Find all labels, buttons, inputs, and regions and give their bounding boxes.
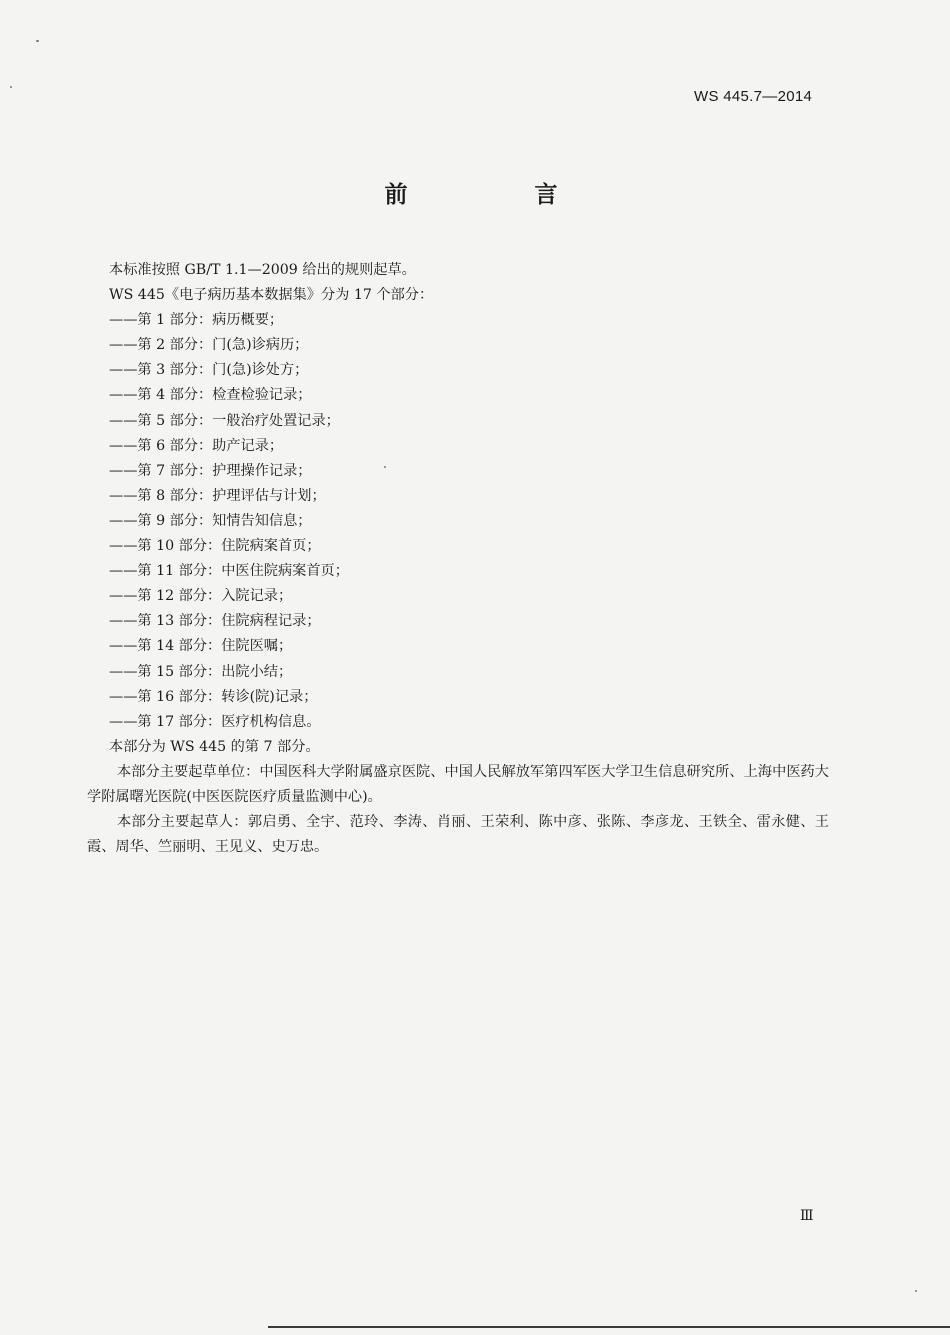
list-item: ——第 5 部分：一般治疗处置记录； <box>109 412 340 429</box>
list-item: ——第 11 部分：中医住院病案首页； <box>109 563 349 580</box>
list-item: ——第 13 部分：住院病程记录； <box>109 613 321 630</box>
foreword-body <box>87 258 829 860</box>
parts-list <box>87 308 829 735</box>
list-item: ——第 8 部分：护理评估与计划； <box>109 487 326 504</box>
list-item: ——第 17 部分：医疗机构信息。 <box>109 713 321 730</box>
list-item: ——第 14 部分：住院医嘱； <box>109 638 293 655</box>
list-item: ——第 2 部分：门(急)诊病历； <box>109 337 309 354</box>
standard-code: WS 445.7—2014 <box>694 88 813 105</box>
page-number: Ⅲ <box>800 1209 814 1224</box>
list-item: ——第 3 部分：门(急)诊处方； <box>109 362 309 379</box>
list-item: ——第 6 部分：助产记录； <box>109 437 284 454</box>
parts-line: WS 445《电子病历基本数据集》分为 17 个部分： <box>109 287 434 304</box>
intro-line: 本标准按照 GB/T 1.1—2009 给出的规则起草。 <box>109 262 416 278</box>
list-item: ——第 15 部分：出院小结； <box>109 663 293 680</box>
page-edge-line <box>268 1326 950 1328</box>
list-item: ——第 9 部分：知情告知信息； <box>109 512 312 529</box>
this-part-line: 本部分为 WS 445 的第 7 部分。 <box>109 738 320 755</box>
list-item: ——第 12 部分：入院记录； <box>109 588 293 605</box>
list-item: ——第 16 部分：转诊(院)记录； <box>109 688 318 705</box>
scan-speck <box>36 40 39 42</box>
scan-speck <box>10 86 12 88</box>
list-item: ——第 10 部分：住院病案首页； <box>109 538 321 555</box>
list-item: ——第 4 部分：检查检验记录； <box>109 387 312 404</box>
page-title: 前 言 <box>384 182 610 208</box>
list-item: ——第 1 部分：病历概要； <box>109 312 284 329</box>
scan-speck <box>915 1290 917 1292</box>
drafters-paragraph: 本部分主要起草人：郭启勇、全宇、范玲、李涛、肖丽、王荣利、陈中彦、张陈、李彦龙、王铁全、雷永健、王霞、周华、竺丽明、王见义、史万忠。 <box>87 814 829 856</box>
list-item: ——第 7 部分：护理操作记录； <box>109 462 312 479</box>
scan-speck <box>384 466 386 468</box>
drafting-units-paragraph: 本部分主要起草单位：中国医科大学附属盛京医院、中国人民解放军第四军医大学卫生信息研究所、上海中医药大学附属曙光医院(中医医院医疗质量监测中心)。 <box>87 763 829 805</box>
